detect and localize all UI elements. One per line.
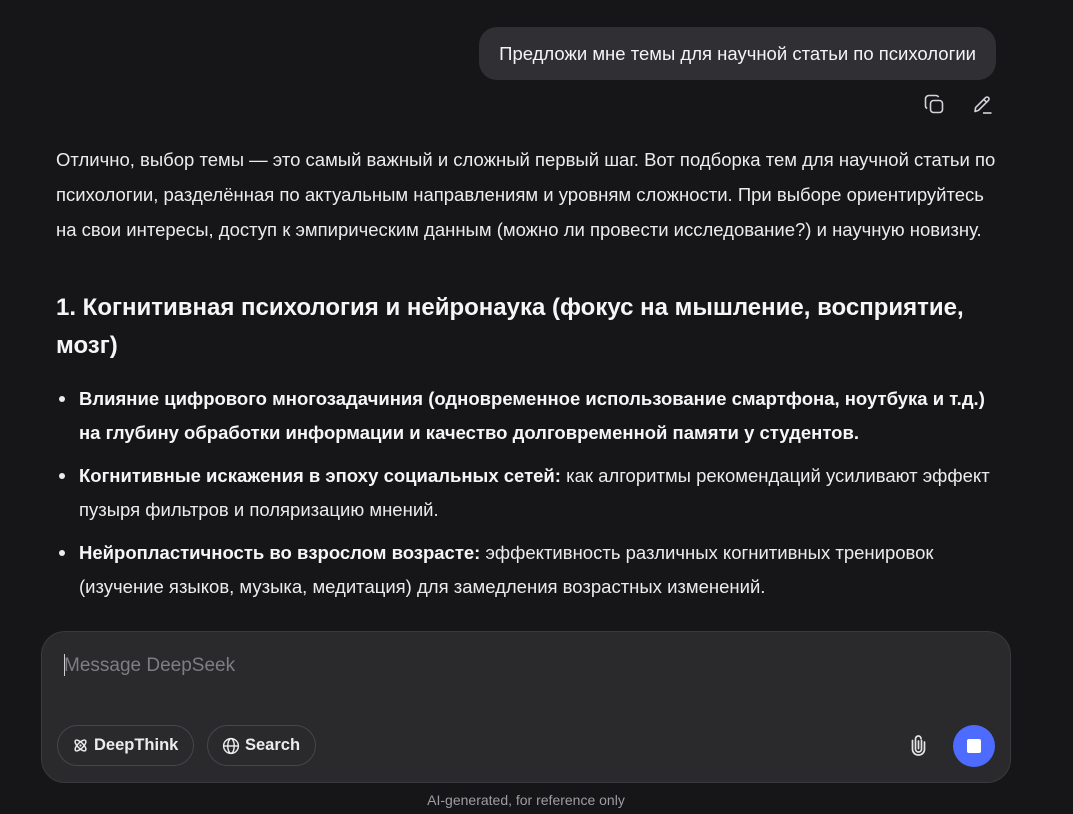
topic-text: эффективность различных когнитивных тренировок (изучение языков, музыка, медитация) для замедления возрастных изменений. — [79, 542, 934, 597]
topic-title: Нейропластичность во взрослом возрасте: — [79, 542, 481, 563]
atom-icon — [72, 737, 89, 754]
message-input[interactable] — [64, 652, 964, 680]
paperclip-icon — [910, 734, 927, 761]
text-cursor — [64, 654, 65, 676]
search-button[interactable] — [207, 725, 316, 766]
topic-list — [56, 382, 1002, 604]
topic-title: Когнитивные искажения в эпоху социальных сетей: — [79, 465, 561, 486]
deepthink-button[interactable] — [57, 725, 194, 766]
list-item — [56, 382, 1002, 450]
disclaimer-note: AI-generated, for reference only — [427, 792, 625, 808]
stop-generation-button[interactable] — [953, 725, 995, 767]
deepthink-label: DeepThink — [94, 736, 179, 754]
section-title: 1. Когнитивная психология и нейронаука (фокус на мышление, восприятие, мозг) — [56, 294, 964, 359]
list-item — [56, 536, 1002, 604]
message-composer — [41, 631, 1011, 783]
attach-button[interactable] — [907, 735, 929, 759]
user-message-text: Предложи мне темы для научной статьи по психологии — [499, 42, 976, 64]
globe-icon — [222, 737, 240, 755]
topic-title: Влияние цифрового многозадачиния (одновременное использование смартфона, ноутбука и т.д.) на глубину обработки информации и качество долговременной памяти у студентов. — [79, 388, 985, 443]
assistant-answer — [56, 0, 1002, 632]
search-label: Search — [245, 736, 301, 754]
stop-icon — [967, 739, 981, 753]
list-item — [56, 459, 1002, 527]
answer-intro: Отлично, выбор темы — это самый важный и сложный первый шаг. Вот подборка тем для научной статьи по психологии, разделённая по актуальным направлениям и уровням сложности. При выборе ориентируйтесь на свои интересы, доступ к эмпирическим данным (можно ли провести исследование?) и научную новизну. — [56, 149, 996, 240]
topic-text: как алгоритмы рекомендаций усиливают эффект пузыря фильтров и поляризацию мнений. — [79, 465, 990, 520]
